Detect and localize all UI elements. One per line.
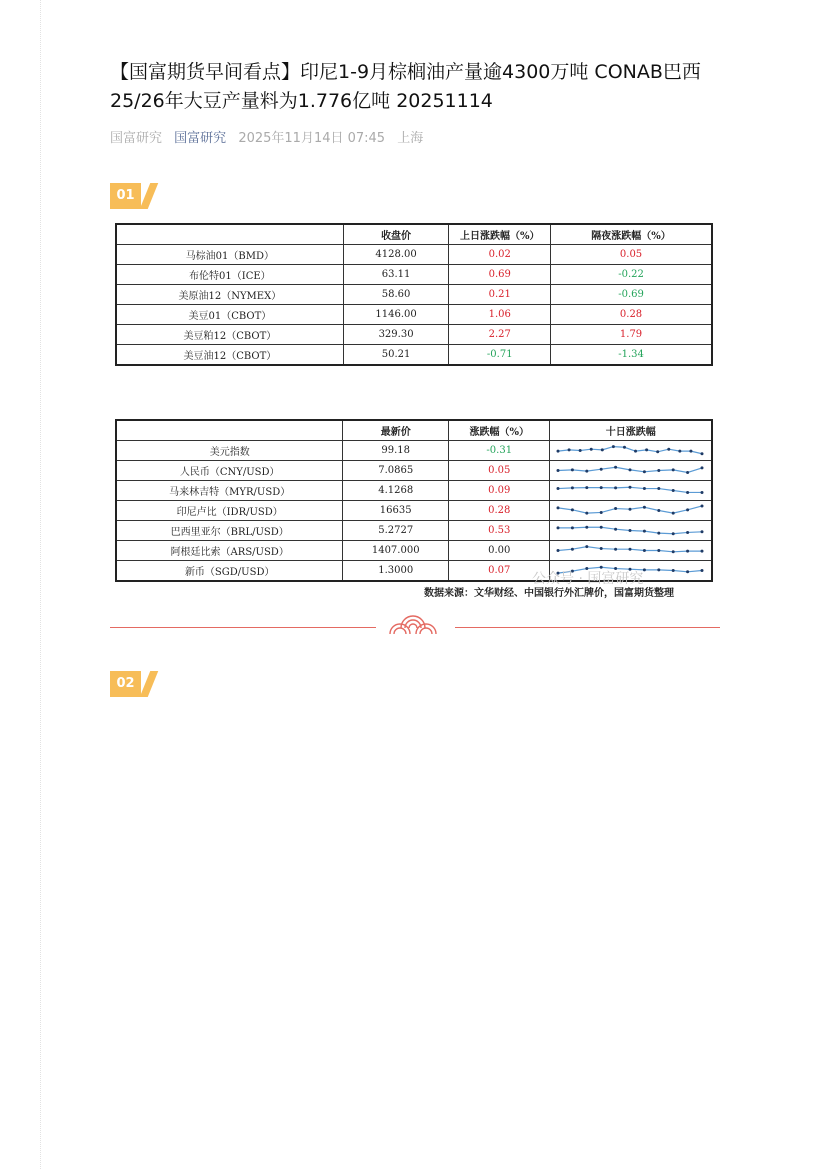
change-pct: 0.07 [449, 561, 550, 582]
header-ten-day-trend: 十日涨跌幅 [550, 420, 712, 441]
sparkline-point [615, 507, 618, 510]
sparkline-point [687, 471, 690, 474]
publish-location: 上海 [397, 131, 424, 146]
commodity-name: 布伦特01（ICE） [116, 265, 343, 285]
sparkline-point [687, 570, 690, 573]
table-header-row [116, 420, 712, 441]
sparkline-chart [550, 521, 710, 540]
divider-right [455, 627, 720, 628]
prev-change: 2.27 [449, 325, 551, 345]
latest-price: 1407.000 [343, 541, 449, 561]
table-row [116, 441, 712, 461]
latest-price: 99.18 [343, 441, 449, 461]
ten-day-sparkline-cell [550, 461, 712, 481]
sparkline-point [557, 469, 560, 472]
sparkline-point [600, 511, 603, 514]
account-link[interactable]: 国富研究 [174, 131, 227, 146]
sparkline-point [646, 448, 649, 451]
commodity-name: 美原油12（NYMEX） [116, 285, 343, 305]
fx-table [115, 419, 713, 582]
sparkline-point [629, 486, 632, 489]
sparkline-point [672, 512, 675, 515]
change-pct: 0.53 [449, 521, 550, 541]
article-title: 【国富期货早间看点】印尼1-9月棕榈油产量逾4300万吨 CONAB巴西25/26年大豆产量料为1.776亿吨 20251114 [110, 61, 701, 112]
header-blank [116, 420, 343, 441]
overnight-change: -0.69 [551, 285, 712, 305]
sparkline-point [643, 470, 646, 473]
change-pct: 0.09 [449, 481, 550, 501]
sparkline-point [586, 512, 589, 515]
header-blank [116, 224, 343, 245]
overnight-change: 1.79 [551, 325, 712, 345]
prev-change: 0.21 [449, 285, 551, 305]
sparkline-point [701, 569, 704, 572]
close-price: 329.30 [343, 325, 449, 345]
sparkline-point [623, 446, 626, 449]
ten-day-sparkline-cell [550, 441, 712, 461]
close-price: 1146.00 [343, 305, 449, 325]
publish-datetime: 2025年11月14日 07:45 [238, 131, 386, 146]
latest-price: 5.2727 [343, 521, 449, 541]
sparkline-point [557, 506, 560, 509]
sparkline-point [658, 532, 661, 535]
sparkline-chart [550, 501, 710, 520]
author-label: 国富研究 [110, 131, 163, 146]
latest-price: 1.3000 [343, 561, 449, 582]
sparkline-point [701, 530, 704, 533]
sparkline-point [672, 468, 675, 471]
sparkline-point [629, 529, 632, 532]
sparkline-point [571, 526, 574, 529]
currency-name: 新币（SGD/USD） [116, 561, 343, 582]
overnight-change: -1.34 [551, 345, 712, 366]
table-row [116, 481, 712, 501]
ten-day-sparkline-cell [550, 481, 712, 501]
overnight-change: -0.22 [551, 265, 712, 285]
sparkline-point [629, 508, 632, 511]
badge-slash-decoration [140, 183, 159, 209]
sparkline-point [571, 468, 574, 471]
sparkline-point [643, 568, 646, 571]
sparkline-point [557, 526, 560, 529]
sparkline-point [615, 528, 618, 531]
commodity-name: 美豆粕12（CBOT） [116, 325, 343, 345]
sparkline-point [679, 450, 682, 453]
section-number: 02 [110, 671, 141, 697]
sparkline-chart [550, 461, 710, 480]
sparkline-point [658, 549, 661, 552]
table-row [116, 541, 712, 561]
commodity-name: 美豆01（CBOT） [116, 305, 343, 325]
sparkline-point [600, 526, 603, 529]
header-prev-change: 上日涨跌幅（%） [449, 224, 551, 245]
sparkline-point [571, 486, 574, 489]
commodity-name: 马棕油01（BMD） [116, 245, 343, 265]
sparkline-point [600, 547, 603, 550]
currency-name: 印尼卢比（IDR/USD） [116, 501, 343, 521]
sparkline-point [643, 530, 646, 533]
table-row [116, 501, 712, 521]
currency-name: 人民币（CNY/USD） [116, 461, 343, 481]
badge-slash-decoration [140, 671, 159, 697]
sparkline-point [658, 568, 661, 571]
latest-price: 16635 [343, 501, 449, 521]
latest-price: 7.0865 [343, 461, 449, 481]
sparkline-chart [550, 441, 710, 460]
table-row [116, 265, 712, 285]
sparkline-point [658, 487, 661, 490]
sparkline-point [701, 466, 704, 469]
table-row [116, 345, 712, 366]
currency-name: 阿根廷比索（ARS/USD） [116, 541, 343, 561]
prev-change: 0.69 [449, 265, 551, 285]
sparkline-point [629, 468, 632, 471]
sparkline-point [615, 548, 618, 551]
sparkline-point [701, 504, 704, 507]
close-price: 63.11 [343, 265, 449, 285]
sparkline-point [600, 486, 603, 489]
page-edge-line [40, 0, 41, 1169]
change-pct: 0.28 [449, 501, 550, 521]
header-change: 涨跌幅（%） [449, 420, 550, 441]
sparkline-point [643, 506, 646, 509]
sparkline-point [643, 549, 646, 552]
sparkline-point [568, 448, 571, 451]
change-pct: -0.31 [449, 441, 550, 461]
currency-name: 马来林吉特（MYR/USD） [116, 481, 343, 501]
table-row [116, 245, 712, 265]
sparkline-point [557, 549, 560, 552]
table-row [116, 461, 712, 481]
article-meta [110, 127, 431, 146]
sparkline-point [601, 448, 604, 451]
ten-day-sparkline-cell [550, 501, 712, 521]
sparkline-point [571, 508, 574, 511]
sparkline-point [643, 487, 646, 490]
sparkline-point [557, 450, 560, 453]
change-pct: 0.05 [449, 461, 550, 481]
sparkline-point [557, 487, 560, 490]
header-latest-price: 最新价 [343, 420, 449, 441]
sparkline-point [629, 548, 632, 551]
sparkline-point [690, 450, 693, 453]
sparkline-point [612, 445, 615, 448]
sparkline-point [658, 469, 661, 472]
sparkline-point [635, 450, 638, 453]
sparkline-point [668, 448, 671, 451]
table-row [116, 325, 712, 345]
section-badge-02 [110, 671, 158, 697]
close-price: 58.60 [343, 285, 449, 305]
sparkline-point [658, 509, 661, 512]
sparkline-point [586, 545, 589, 548]
sparkline-point [687, 550, 690, 553]
currency-name: 巴西里亚尔（BRL/USD） [116, 521, 343, 541]
sparkline-point [687, 508, 690, 511]
watermark: 公众号 · 国富研究 [532, 571, 644, 587]
overnight-change: 0.28 [551, 305, 712, 325]
sparkline-point [586, 470, 589, 473]
change-pct: 0.00 [449, 541, 550, 561]
sparkline-point [687, 491, 690, 494]
sparkline-point [586, 526, 589, 529]
sparkline-point [687, 531, 690, 534]
sparkline-point [701, 452, 704, 455]
sparkline-point [701, 491, 704, 494]
sparkline-chart [550, 481, 710, 500]
table-row [116, 285, 712, 305]
overnight-change: 0.05 [551, 245, 712, 265]
prev-change: 1.06 [449, 305, 551, 325]
header-close: 收盘价 [343, 224, 449, 245]
section-badge-01 [110, 183, 158, 209]
sparkline-point [672, 489, 675, 492]
close-price: 4128.00 [343, 245, 449, 265]
section-number: 01 [110, 183, 141, 209]
table-row [116, 305, 712, 325]
sparkline-point [657, 450, 660, 453]
currency-name: 美元指数 [116, 441, 343, 461]
header-overnight-change: 隔夜涨跌幅（%） [551, 224, 712, 245]
sparkline-point [672, 569, 675, 572]
prev-change: 0.02 [449, 245, 551, 265]
sparkline-point [571, 548, 574, 551]
source-note: 数据来源：文华财经、中国银行外汇牌价，国富期货整理 [424, 588, 674, 599]
table-header-row [116, 224, 712, 245]
commodities-table [115, 223, 713, 366]
ten-day-sparkline-cell [550, 541, 712, 561]
close-price: 50.21 [343, 345, 449, 366]
prev-change: -0.71 [449, 345, 551, 366]
sparkline-point [672, 532, 675, 535]
cloud-ornament-icon [388, 610, 438, 636]
commodity-name: 美豆油12（CBOT） [116, 345, 343, 366]
sparkline-point [701, 550, 704, 553]
ten-day-sparkline-cell [550, 521, 712, 541]
sparkline-chart [550, 541, 710, 560]
table-row [116, 521, 712, 541]
sparkline-point [600, 468, 603, 471]
sparkline-point [672, 550, 675, 553]
sparkline-point [586, 486, 589, 489]
sparkline-point [615, 486, 618, 489]
sparkline-point [590, 448, 593, 451]
sparkline-point [615, 466, 618, 469]
divider-left [110, 627, 376, 628]
sparkline-point [579, 449, 582, 452]
latest-price: 4.1268 [343, 481, 449, 501]
